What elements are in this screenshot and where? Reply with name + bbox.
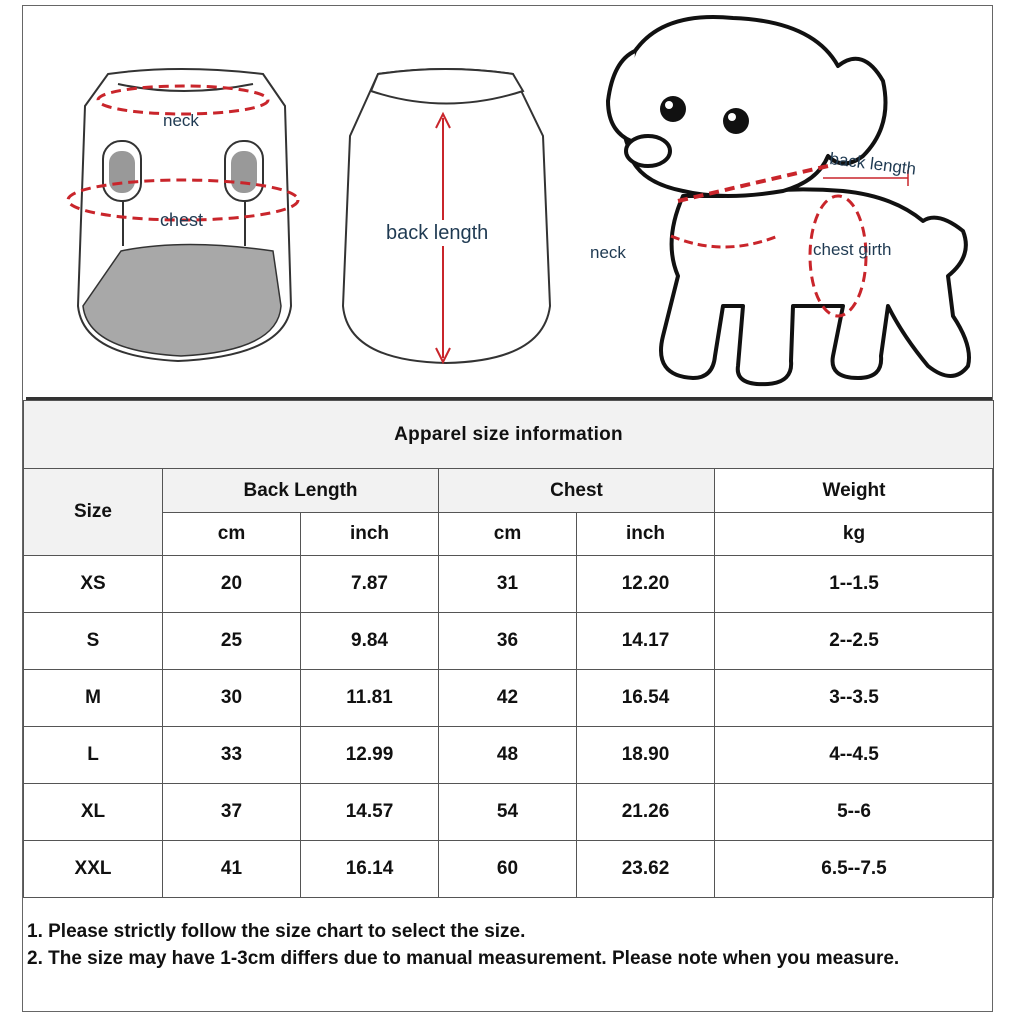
cell-chest-inch: 14.17 — [577, 613, 715, 670]
table-row — [24, 784, 994, 841]
header-back-inch: inch — [301, 513, 439, 556]
cell-weight: 5--6 — [715, 784, 994, 841]
cell-back-inch: 14.57 — [301, 784, 439, 841]
cell-weight: 6.5--7.5 — [715, 841, 994, 898]
cell-back-cm: 30 — [163, 670, 301, 727]
cell-size: XL — [24, 784, 163, 841]
header-chest-cm: cm — [439, 513, 577, 556]
header-chest-inch: inch — [577, 513, 715, 556]
header-size: Size — [24, 469, 163, 556]
cell-back-cm: 33 — [163, 727, 301, 784]
dog-nose — [626, 136, 670, 166]
table-row — [24, 841, 994, 898]
size-table — [23, 400, 994, 898]
cell-size: M — [24, 670, 163, 727]
chest-label-front: chest — [160, 210, 204, 230]
header-weight-kg: kg — [715, 513, 994, 556]
header-back-length: Back Length — [163, 469, 439, 513]
table-row — [24, 670, 994, 727]
cell-chest-cm: 54 — [439, 784, 577, 841]
cell-back-cm: 41 — [163, 841, 301, 898]
cell-chest-inch: 12.20 — [577, 556, 715, 613]
back-garment-icon — [343, 69, 550, 363]
dog-right-eye — [723, 108, 749, 134]
note-line: 1. Please strictly follow the size chart to select the size. — [27, 921, 526, 942]
header-chest: Chest — [439, 469, 715, 513]
neck-label-dog: neck — [590, 243, 626, 262]
cell-back-inch: 7.87 — [301, 556, 439, 613]
cell-back-cm: 37 — [163, 784, 301, 841]
cell-back-cm: 25 — [163, 613, 301, 670]
cell-chest-inch: 18.90 — [577, 727, 715, 784]
table-title: Apparel size information — [24, 401, 994, 469]
dog-icon — [608, 17, 969, 384]
header-back-cm: cm — [163, 513, 301, 556]
table-row — [24, 727, 994, 784]
table-row — [24, 556, 994, 613]
illustration-svg — [23, 6, 992, 398]
cell-weight: 4--4.5 — [715, 727, 994, 784]
cell-weight: 2--2.5 — [715, 613, 994, 670]
back-length-label-garment: back length — [386, 222, 489, 244]
header-weight: Weight — [715, 469, 994, 513]
neck-label-front: neck — [163, 111, 199, 130]
cell-chest-inch: 23.62 — [577, 841, 715, 898]
cell-chest-cm: 42 — [439, 670, 577, 727]
size-notes — [27, 918, 987, 972]
cell-chest-cm: 36 — [439, 613, 577, 670]
measurement-illustration — [23, 6, 992, 398]
cell-back-inch: 9.84 — [301, 613, 439, 670]
cell-size: S — [24, 613, 163, 670]
cell-chest-cm: 60 — [439, 841, 577, 898]
cell-chest-cm: 31 — [439, 556, 577, 613]
dog-left-eye — [660, 96, 686, 122]
table-row — [24, 613, 994, 670]
cell-chest-inch: 16.54 — [577, 670, 715, 727]
cell-chest-inch: 21.26 — [577, 784, 715, 841]
cell-back-inch: 11.81 — [301, 670, 439, 727]
cell-weight: 3--3.5 — [715, 670, 994, 727]
cell-weight: 1--1.5 — [715, 556, 994, 613]
chest-girth-label-dog: chest girth — [813, 240, 892, 259]
cell-back-inch: 16.14 — [301, 841, 439, 898]
cell-back-cm: 20 — [163, 556, 301, 613]
cell-size: XS — [24, 556, 163, 613]
cell-size: L — [24, 727, 163, 784]
cell-chest-cm: 48 — [439, 727, 577, 784]
back-length-label-dog: back length — [828, 149, 918, 179]
cell-back-inch: 12.99 — [301, 727, 439, 784]
note-line: 2. The size may have 1-3cm differs due to manual measurement. Please note when you measure. — [27, 948, 900, 969]
cell-size: XXL — [24, 841, 163, 898]
